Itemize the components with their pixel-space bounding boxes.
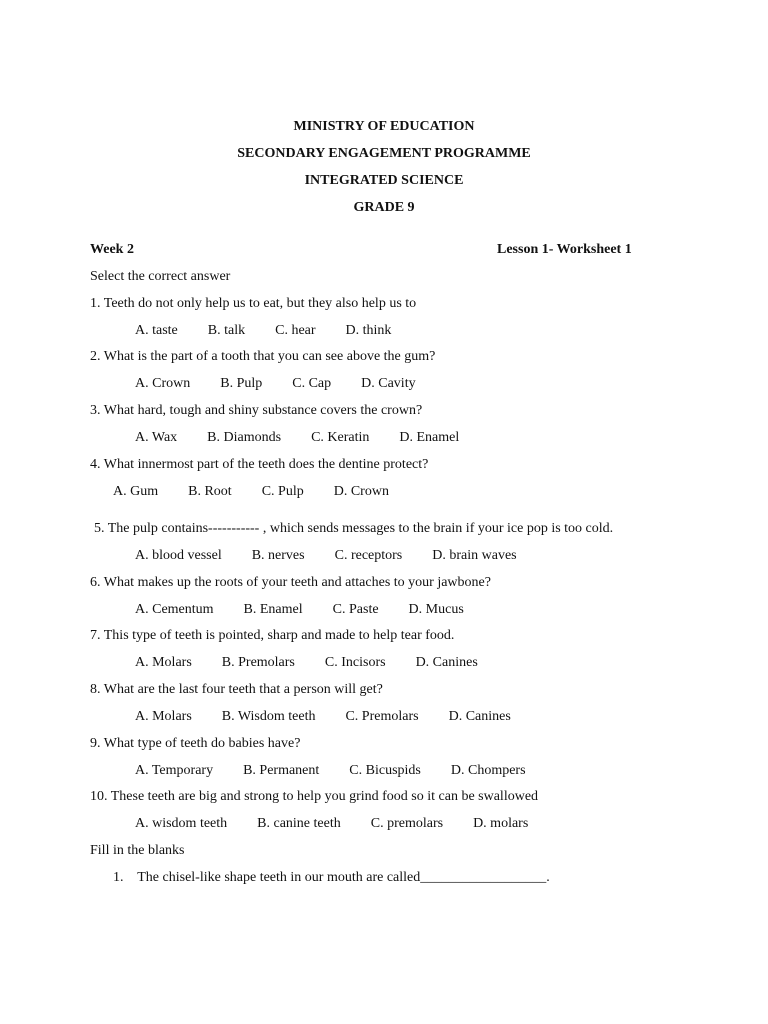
option: D. Mucus — [408, 602, 464, 617]
option: D. think — [345, 323, 392, 338]
option: D. Crown — [333, 484, 389, 499]
question-7: 7. This type of teeth is pointed, sharp and made to help tear food. — [90, 628, 455, 643]
fill-in-heading: Fill in the blanks — [90, 843, 185, 858]
question-2: 2. What is the part of a tooth that you can see above the gum? — [90, 349, 436, 364]
option: A. Wax — [135, 430, 178, 445]
fill-in-item-1: 1. The chisel-like shape teeth in our mouth are called__________________. — [113, 870, 550, 885]
options-2 — [135, 376, 446, 392]
question-5: 5. The pulp contains----------- , which sends messages to the brain if your ice pop is too cold. — [94, 521, 614, 536]
options-6 — [135, 602, 494, 618]
options-1 — [135, 323, 421, 339]
option: A. Temporary — [135, 763, 214, 778]
option: A. wisdom teeth — [135, 816, 228, 831]
options-5 — [135, 548, 547, 564]
option: C. Cap — [292, 376, 332, 391]
option: A. Cementum — [135, 602, 214, 617]
option: C. hear — [275, 323, 316, 338]
question-6: 6. What makes up the roots of your teeth and attaches to your jawbone? — [90, 575, 491, 590]
options-4 — [113, 484, 419, 500]
option: B. Diamonds — [207, 430, 282, 445]
option: D. Enamel — [399, 430, 460, 445]
option: C. Keratin — [311, 430, 370, 445]
option: B. Wisdom teeth — [221, 709, 316, 724]
option: C. Premolars — [345, 709, 419, 724]
options-9 — [135, 763, 556, 779]
option: A. Gum — [113, 484, 159, 499]
option: A. taste — [135, 323, 178, 338]
option: A. blood vessel — [135, 548, 222, 563]
option: C. Bicuspids — [349, 763, 421, 778]
option: B. Root — [188, 484, 232, 499]
option: B. canine teeth — [257, 816, 341, 831]
option: D. Canines — [415, 655, 478, 670]
option: B. Pulp — [220, 376, 263, 391]
option: C. premolars — [370, 816, 444, 831]
options-10 — [135, 816, 558, 832]
option: D. brain waves — [432, 548, 517, 563]
option: C. Pulp — [261, 484, 304, 499]
option: B. nerves — [251, 548, 305, 563]
instructions: Select the correct answer — [90, 269, 231, 284]
question-3: 3. What hard, tough and shiny substance covers the crown? — [90, 403, 423, 418]
option: A. Molars — [135, 655, 192, 670]
option: D. Cavity — [361, 376, 416, 391]
option: C. Paste — [332, 602, 379, 617]
header-programme: SECONDARY ENGAGEMENT PROGRAMME — [237, 146, 531, 161]
option: D. Chompers — [450, 763, 526, 778]
question-9: 9. What type of teeth do babies have? — [90, 736, 301, 751]
lesson-label: Lesson 1- Worksheet 1 — [497, 242, 632, 257]
question-4: 4. What innermost part of the teeth does the dentine protect? — [90, 457, 429, 472]
option: B. Premolars — [221, 655, 295, 670]
header-grade: GRADE 9 — [353, 200, 415, 215]
header-ministry: MINISTRY OF EDUCATION — [293, 119, 475, 134]
option: D. molars — [473, 816, 529, 831]
question-8: 8. What are the last four teeth that a person will get? — [90, 682, 383, 697]
option: A. Crown — [135, 376, 191, 391]
options-7 — [135, 655, 508, 671]
header-subject: INTEGRATED SCIENCE — [304, 173, 464, 188]
option: C. Incisors — [324, 655, 386, 670]
question-1: 1. Teeth do not only help us to eat, but they also help us to — [90, 296, 417, 311]
option: B. Enamel — [243, 602, 303, 617]
options-3 — [135, 430, 489, 446]
options-8 — [135, 709, 541, 725]
option: C. receptors — [334, 548, 403, 563]
option: B. Permanent — [243, 763, 320, 778]
option: A. Molars — [135, 709, 192, 724]
option: B. talk — [207, 323, 246, 338]
week-label: Week 2 — [90, 242, 134, 257]
option: D. Canines — [448, 709, 511, 724]
question-10: 10. These teeth are big and strong to help you grind food so it can be swallowed — [90, 789, 539, 804]
